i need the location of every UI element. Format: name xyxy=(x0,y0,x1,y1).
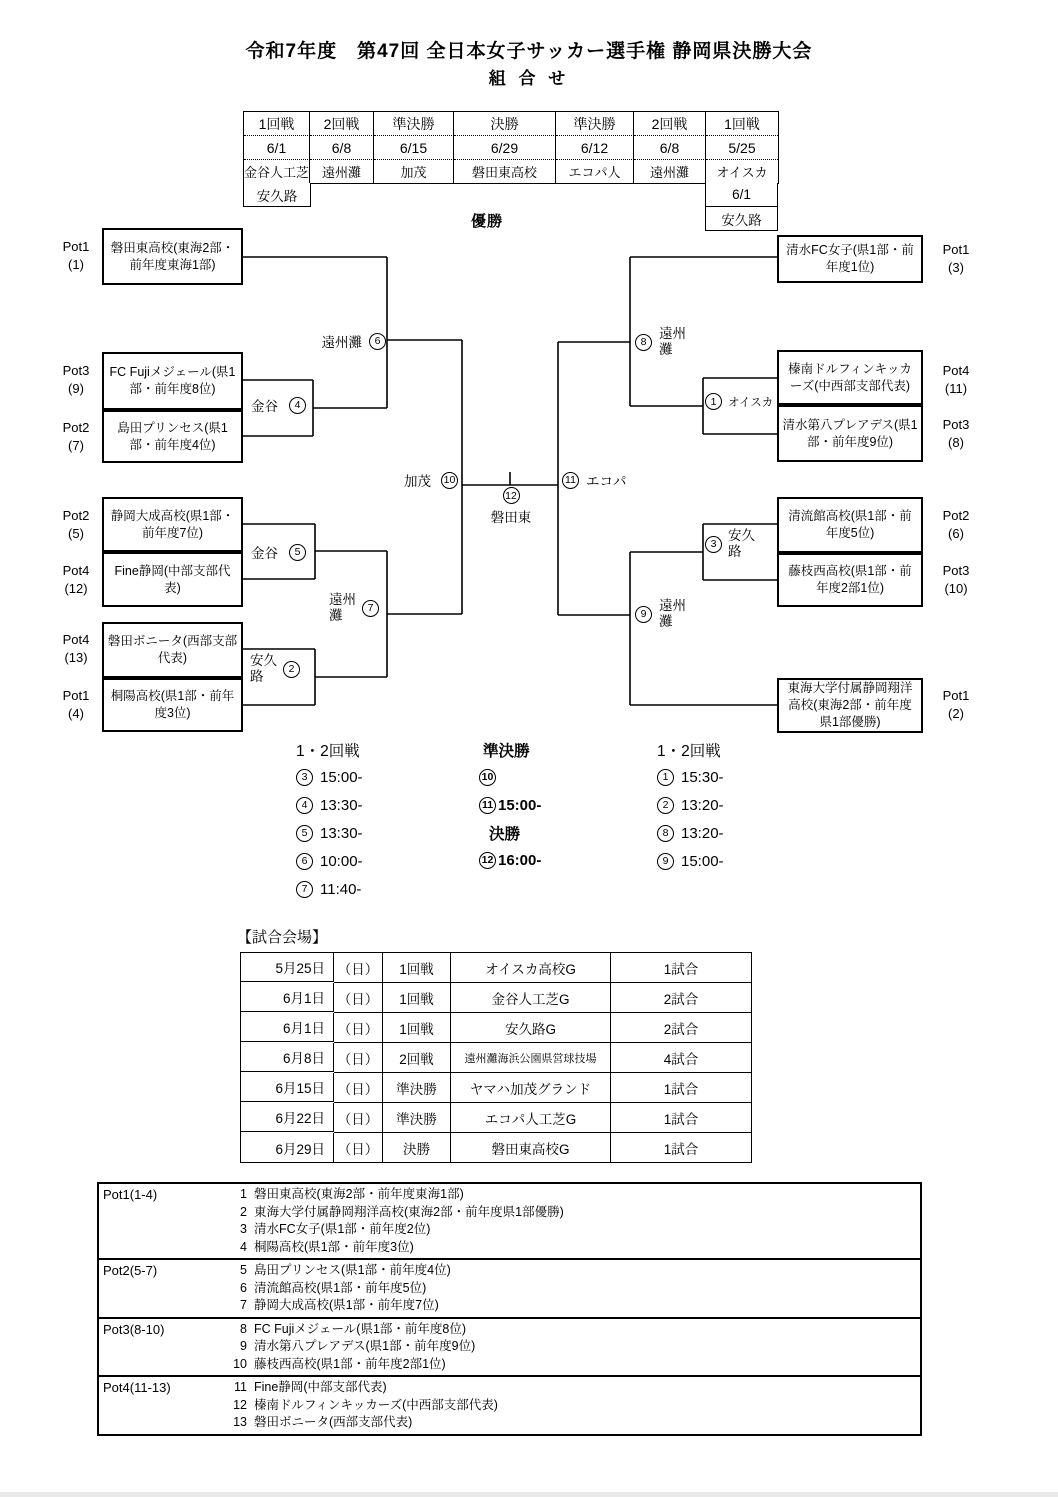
kickoff-time: 13:20- xyxy=(681,824,724,842)
round-date: 6/8 xyxy=(310,136,374,160)
schedule-heading: 1・2回戦 xyxy=(657,742,721,760)
pot-label-seed-9: Pot3 (9) xyxy=(62,363,90,397)
match-count: 2試合 xyxy=(611,983,751,1013)
match-venue: エコパ人工芝G xyxy=(451,1103,611,1133)
schedule-heading-semifinal: 準決勝 xyxy=(483,742,530,760)
team-box-seed-5: 静岡大成高校(県1部・前年度7位) xyxy=(102,497,243,552)
round-date: 6/29 xyxy=(454,136,556,160)
match-round: 1回戦 xyxy=(383,1013,451,1043)
match-venue: 安久路 xyxy=(250,653,277,685)
team-box-seed-2: 東海大学付属静岡翔洋高校(東海2部・前年度県1部優勝) xyxy=(777,678,923,733)
schedule-entry xyxy=(657,791,724,819)
team-box-seed-9: FC Fujiメジェール(県1部・前年度8位) xyxy=(102,352,243,410)
pot-group-1 xyxy=(99,1184,920,1260)
pot-group-3 xyxy=(99,1319,920,1378)
pot-group-4 xyxy=(99,1377,920,1434)
pot-label-seed-6: Pot2 (6) xyxy=(942,508,970,542)
schedule-entry xyxy=(296,875,363,903)
match-label-1 xyxy=(705,393,773,410)
match-day: （日） xyxy=(334,1103,383,1133)
match-date: 6月29日 xyxy=(241,1133,334,1162)
match-venue: オイスカ高校G xyxy=(451,953,611,983)
pot-label-seed-3: Pot1 (3) xyxy=(942,242,970,276)
round-name: 準決勝 xyxy=(556,112,634,136)
pot-label-seed-11: Pot4 (11) xyxy=(942,363,970,397)
match-number-circle: 1 xyxy=(705,393,722,410)
pot-label-seed-5: Pot2 (5) xyxy=(62,508,90,542)
match-number-circle: 6 xyxy=(369,333,386,350)
match-number-circle: 9 xyxy=(657,853,674,870)
venue-table xyxy=(240,952,752,1163)
match-number-circle: 8 xyxy=(635,334,652,351)
pot-label-seed-7: Pot2 (7) xyxy=(62,420,90,454)
match-number-circle: 4 xyxy=(296,797,313,814)
round-date: 6/12 xyxy=(556,136,634,160)
match-label-12 xyxy=(482,487,540,526)
match-number-circle: 2 xyxy=(283,661,300,678)
match-number-circle: 12 xyxy=(479,852,496,869)
round-name: 1回戦 xyxy=(244,112,310,136)
schedule-heading-final: 決勝 xyxy=(489,825,521,843)
pot-label-seed-8: Pot3 (8) xyxy=(942,417,970,451)
match-venue: 遠州灘 xyxy=(329,592,356,624)
match-label-3 xyxy=(705,528,757,560)
match-number-circle: 5 xyxy=(289,544,306,561)
schedule-entry xyxy=(479,791,541,819)
champion-label: 優勝 xyxy=(470,213,503,230)
schedule-right-column xyxy=(657,736,724,875)
match-label-11 xyxy=(562,470,627,490)
match-round: 準決勝 xyxy=(383,1103,451,1133)
schedule-entry xyxy=(479,763,541,791)
match-number-circle: 3 xyxy=(296,769,313,786)
match-round: 2回戦 xyxy=(383,1043,451,1073)
match-round: 1回戦 xyxy=(383,953,451,983)
schedule-entry xyxy=(296,791,363,819)
match-count: 4試合 xyxy=(611,1043,751,1073)
team-box-seed-10: 藤枝西高校(県1部・前年度2部1位) xyxy=(777,553,923,607)
pot-label-seed-4: Pot1 (4) xyxy=(62,688,90,722)
schedule-left-column xyxy=(296,736,363,903)
match-venue: 遠州灘 xyxy=(321,335,362,350)
match-label-8 xyxy=(635,326,688,358)
match-number-circle: 7 xyxy=(296,881,313,898)
pot-list-table xyxy=(97,1182,922,1436)
match-number-circle: 4 xyxy=(289,397,306,414)
round-venue: 磐田東高校 xyxy=(454,160,556,183)
match-number-circle: 10 xyxy=(479,769,496,786)
match-round: 準決勝 xyxy=(383,1073,451,1103)
match-venue: 金谷 xyxy=(251,399,278,414)
team-box-seed-7: 島田プリンセス(県1部・前年度4位) xyxy=(102,410,243,463)
team-box-seed-4: 桐陽高校(県1部・前年度3位) xyxy=(102,678,243,732)
match-venue: 磐田東高校G xyxy=(451,1133,611,1162)
pot-group-label: Pot4(11-13) xyxy=(103,1380,171,1395)
match-count: 2試合 xyxy=(611,1013,751,1043)
round-venue: 金谷人工芝 xyxy=(244,160,310,183)
extra-venue-right: 安久路 xyxy=(705,207,778,231)
schedule-entry xyxy=(296,819,363,847)
round-date: 6/8 xyxy=(634,136,706,160)
round-name: 準決勝 xyxy=(374,112,454,136)
match-count: 1試合 xyxy=(611,953,751,983)
match-venue: オイスカ xyxy=(728,396,774,409)
match-day: （日） xyxy=(334,1013,383,1043)
team-box-seed-6: 清流館高校(県1部・前年度5位) xyxy=(777,497,923,553)
pot-label-seed-12: Pot4 (12) xyxy=(62,563,90,597)
match-venue: エコパ xyxy=(586,474,627,489)
pot-entry: 12 榛南ドルフィンキッカーズ(中西部支部代表) xyxy=(233,1397,498,1412)
match-day: （日） xyxy=(334,983,383,1013)
match-number-circle: 9 xyxy=(635,606,652,623)
match-number-circle: 1 xyxy=(657,769,674,786)
match-venue: 金谷人工芝G xyxy=(451,983,611,1013)
pot-entry: 2 東海大学付属静岡翔洋高校(東海2部・前年度県1部優勝) xyxy=(240,1204,564,1219)
match-venue: 加茂 xyxy=(404,474,431,489)
match-venue: 遠州灘 xyxy=(659,326,686,358)
round-venue: エコパ人 xyxy=(556,160,634,183)
pot-entry: 6 清流館高校(県1部・前年度5位) xyxy=(240,1280,427,1295)
kickoff-time: 16:00- xyxy=(498,851,542,869)
pot-entry: 1 磐田東高校(東海2部・前年度東海1部) xyxy=(240,1187,464,1201)
match-venue: 安久路 xyxy=(728,528,755,560)
round-name: 2回戦 xyxy=(310,112,374,136)
match-label-2 xyxy=(250,653,300,685)
match-label-10 xyxy=(390,470,458,490)
kickoff-time: 15:30- xyxy=(681,768,724,786)
round-venue: 遠州灘 xyxy=(634,160,706,183)
match-date: 6月1日 xyxy=(241,983,334,1012)
match-number-circle: 3 xyxy=(705,536,722,553)
round-venue: 遠州灘 xyxy=(310,160,374,183)
pot-entry: 4 桐陽高校(県1部・前年度3位) xyxy=(240,1239,414,1254)
kickoff-time: 11:40- xyxy=(320,880,362,898)
kickoff-time: 15:00- xyxy=(498,796,542,814)
schedule-entry xyxy=(657,847,724,875)
schedule-center-column xyxy=(479,736,541,874)
pot-entry: 7 静岡大成高校(県1部・前年度7位) xyxy=(240,1298,439,1312)
match-date: 6月8日 xyxy=(241,1043,334,1072)
schedule-entry xyxy=(296,847,363,875)
match-number-circle: 11 xyxy=(479,797,496,814)
match-count: 1試合 xyxy=(663,1141,699,1157)
team-box-seed-3: 清水FC女子(県1部・前年度1位) xyxy=(777,235,923,283)
page-title: 令和7年度 第47回 全日本女子サッカー選手権 静岡県決勝大会 xyxy=(245,41,813,62)
match-round: 1回戦 xyxy=(383,983,451,1013)
match-venue: 金谷 xyxy=(251,546,278,561)
page-bottom-edge xyxy=(0,1492,1058,1497)
match-round: 決勝 xyxy=(383,1133,451,1162)
match-venue: ヤマハ加茂グランド xyxy=(451,1073,611,1103)
match-date: 5月25日 xyxy=(241,953,334,982)
team-box-seed-11: 榛南ドルフィンキッカーズ(中西部支部代表) xyxy=(777,350,923,405)
pot-group-label: Pot2(5-7) xyxy=(103,1263,158,1278)
match-label-9 xyxy=(635,598,688,630)
match-number-circle: 12 xyxy=(503,487,520,504)
team-box-seed-1: 磐田東高校(東海2部・前年度東海1部) xyxy=(102,228,243,285)
match-date: 6月15日 xyxy=(241,1073,334,1102)
round-name: 決勝 xyxy=(454,112,556,136)
pot-entry: 13 磐田ボニータ(西部支部代表) xyxy=(233,1415,413,1429)
kickoff-time: 13:20- xyxy=(681,796,724,814)
match-label-4 xyxy=(251,395,306,415)
pot-label-seed-10: Pot3 (10) xyxy=(942,563,970,597)
pot-entry: 3 清水FC女子(県1部・前年度2位) xyxy=(240,1222,431,1236)
team-box-seed-13: 磐田ボニータ(西部支部代表) xyxy=(102,622,243,678)
pot-label-seed-1: Pot1 (1) xyxy=(62,239,90,273)
match-label-7 xyxy=(329,592,379,624)
kickoff-time: 15:00- xyxy=(320,768,363,786)
schedule-entry xyxy=(657,763,724,791)
match-date: 6月22日 xyxy=(241,1103,334,1132)
match-venue: 遠州灘海浜公園県営球技場 xyxy=(451,1043,611,1073)
team-box-seed-12: Fine静岡(中部支部代表) xyxy=(102,552,243,607)
match-number-circle: 11 xyxy=(562,472,579,489)
pot-group-label: Pot3(8-10) xyxy=(103,1321,165,1337)
venue-section-heading: 【試合会場】 xyxy=(237,929,328,946)
kickoff-time: 10:00- xyxy=(320,852,363,870)
kickoff-time: 15:00- xyxy=(681,852,724,870)
match-label-6 xyxy=(298,331,386,351)
extra-date-right: 6/1 xyxy=(705,183,778,207)
round-venue: 加茂 xyxy=(374,160,454,183)
pot-label-seed-13: Pot4 (13) xyxy=(62,632,90,666)
round-date: 6/1 xyxy=(244,136,310,160)
match-date: 6月1日 xyxy=(241,1013,334,1042)
pot-group-2 xyxy=(99,1260,920,1319)
round-header-table xyxy=(243,111,779,184)
match-venue: 遠州灘 xyxy=(659,598,686,630)
match-count: 1試合 xyxy=(611,1073,751,1103)
match-label-5 xyxy=(251,542,306,562)
match-day: （日） xyxy=(334,953,383,983)
kickoff-time: 13:30- xyxy=(320,824,363,842)
round-name: 1回戦 xyxy=(706,112,778,136)
match-venue: 安久路G xyxy=(451,1013,611,1043)
match-number-circle: 5 xyxy=(296,825,313,842)
pot-group-label: Pot1(1-4) xyxy=(103,1187,158,1202)
kickoff-time: 13:30- xyxy=(320,796,363,814)
pot-label-seed-2: Pot1 (2) xyxy=(942,688,970,722)
match-count: 1試合 xyxy=(611,1103,751,1133)
team-box-seed-8: 清水第八プレアデス(県1部・前年度9位) xyxy=(777,405,923,462)
round-date: 6/15 xyxy=(374,136,454,160)
pot-entry: 9 清水第八プレアデス(県1部・前年度9位) xyxy=(240,1339,476,1353)
extra-venue-left: 安久路 xyxy=(243,183,311,207)
round-venue: オイスカ xyxy=(716,165,768,180)
match-number-circle: 10 xyxy=(441,472,458,489)
schedule-entry xyxy=(479,846,541,874)
pot-entry: 8 FC Fujiメジェール(県1部・前年度8位) xyxy=(240,1321,467,1336)
pot-entry: 5 島田プリンセス(県1部・前年度4位) xyxy=(240,1263,451,1277)
match-number-circle: 8 xyxy=(657,825,674,842)
match-day: （日） xyxy=(334,1043,383,1073)
match-number-circle: 7 xyxy=(362,600,379,617)
schedule-heading: 1・2回戦 xyxy=(296,742,360,760)
round-name: 2回戦 xyxy=(634,112,706,136)
match-venue: 磐田東 xyxy=(490,510,532,525)
schedule-entry xyxy=(657,819,724,847)
pot-entry: 11 Fine静岡(中部支部代表) xyxy=(234,1380,387,1394)
match-day: （日） xyxy=(334,1133,383,1162)
match-day: （日） xyxy=(334,1073,383,1103)
schedule-entry xyxy=(296,763,363,791)
pot-entry: 10 藤枝西高校(県1部・前年度2部1位) xyxy=(233,1356,446,1371)
page-subtitle: 組 合 せ xyxy=(488,69,570,88)
match-number-circle: 2 xyxy=(657,797,674,814)
round-date: 5/25 xyxy=(706,136,778,160)
match-number-circle: 6 xyxy=(296,853,313,870)
